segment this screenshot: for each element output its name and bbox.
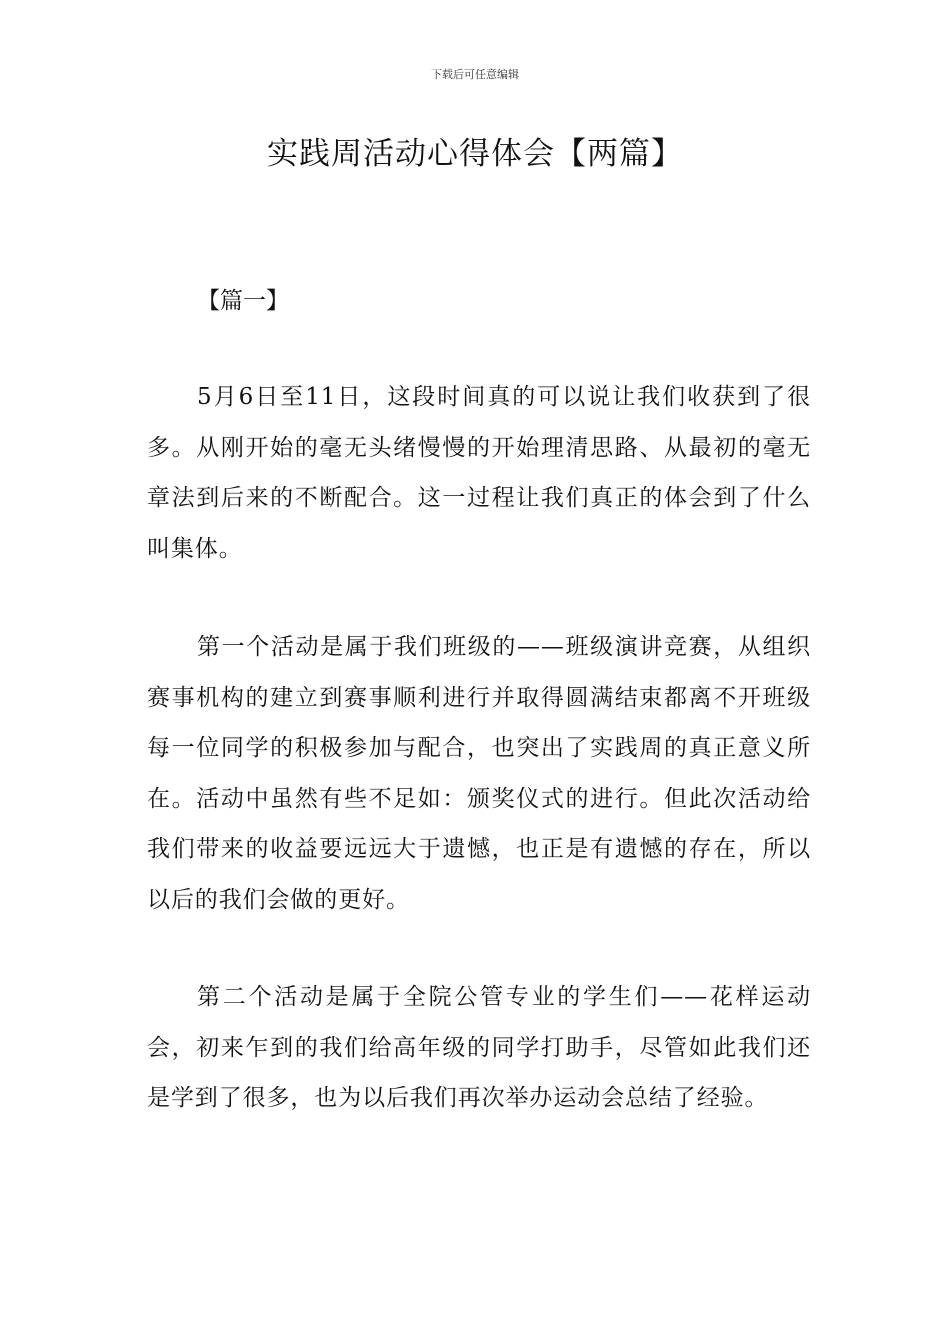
section-heading: 【篇一】	[197, 288, 289, 314]
paragraph-1: 5月6日至11日，这段时间真的可以说让我们收获到了很多。从刚开始的毫无头绪慢慢的开始理清思路、从最初的毫无章法到后来的不断配合。这一过程让我们真正的体会到了什么叫集体。	[147, 384, 811, 562]
paragraph-2: 第一个活动是属于我们班级的——班级演讲竞赛，从组织赛事机构的建立到赛事顺利进行并取得圆满结束都离不开班级每一位同学的积极参加与配合，也突出了实践周的真正意义所在。活动中虽然有些不足如：颁奖仪式的进行。但此次活动给我们带来的收益要远远大于遗憾，也正是有遗憾的存在，所以以后的我们会做的更好。	[147, 634, 811, 913]
document-title: 实践周活动心得体会【两篇】	[267, 136, 683, 172]
header-note: 下载后可任意编辑	[431, 68, 519, 81]
paragraph-3: 第二个活动是属于全院公管专业的学生们——花样运动会，初来乍到的我们给高年级的同学打助手，尽管如此我们还是学到了很多，也为以后我们再次举办运动会总结了经验。	[147, 984, 811, 1111]
